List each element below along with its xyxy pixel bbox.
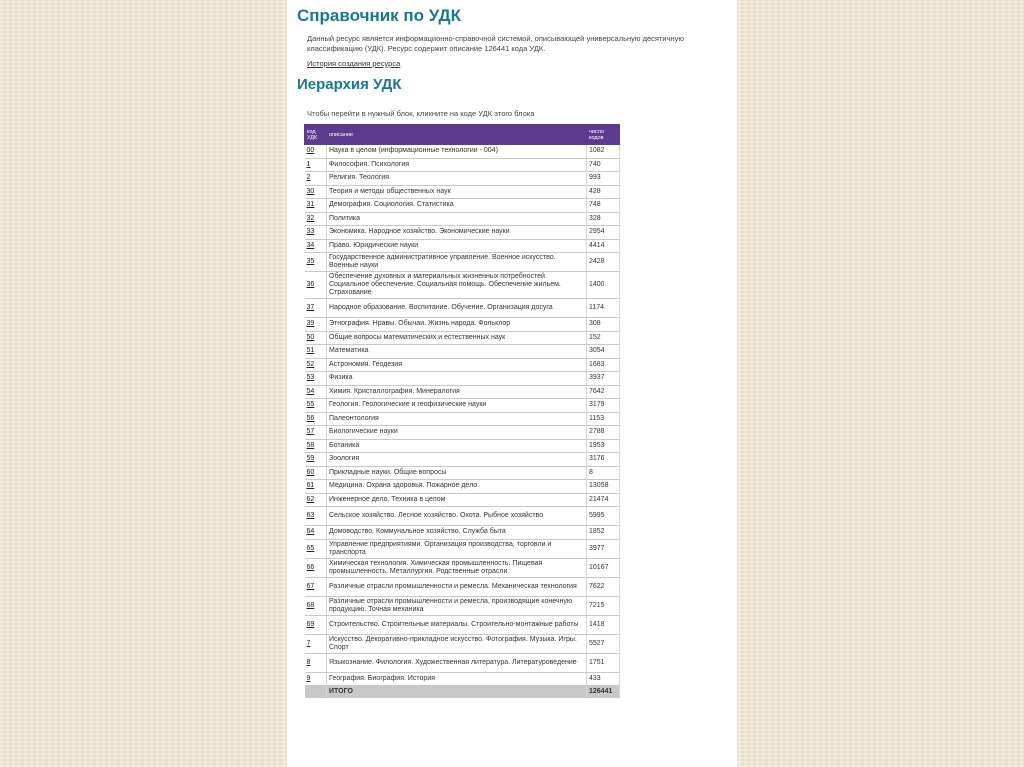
hierarchy-title: Иерархия УДК: [297, 76, 402, 93]
udk-code-link[interactable]: 39: [305, 318, 327, 332]
table-row: [305, 577, 620, 596]
udk-code-count: 1953: [587, 439, 620, 453]
table-row: [305, 145, 620, 159]
udk-code-count: 10167: [587, 558, 620, 577]
udk-code-link[interactable]: 65: [305, 539, 327, 558]
udk-code-link[interactable]: 59: [305, 453, 327, 467]
udk-code-link[interactable]: 36: [305, 272, 327, 299]
udk-code-count: 1683: [587, 358, 620, 372]
table-row: [305, 212, 620, 226]
table-row: [305, 634, 620, 653]
udk-code-link[interactable]: 37: [305, 299, 327, 318]
udk-code-count: 1082: [587, 145, 620, 159]
udk-description: Химия. Кристаллография. Минералогия: [327, 385, 587, 399]
udk-description: Философия. Психология: [327, 158, 587, 172]
udk-code-count: 1852: [587, 526, 620, 540]
table-row: [305, 453, 620, 467]
udk-description: Управление предприятиями. Организация производства, торговли и транспорта: [327, 539, 587, 558]
total-count: 126441: [587, 686, 620, 698]
udk-code-count: 5995: [587, 507, 620, 526]
udk-code-link[interactable]: 57: [305, 426, 327, 440]
table-row: [305, 672, 620, 686]
udk-description: Математика: [327, 345, 587, 359]
udk-description: Демография. Социология. Статистика: [327, 199, 587, 213]
table-row: [305, 331, 620, 345]
udk-description: Общие вопросы математических и естественных наук: [327, 331, 587, 345]
udk-code-link[interactable]: 50: [305, 331, 327, 345]
udk-code-link[interactable]: 51: [305, 345, 327, 359]
table-row: [305, 412, 620, 426]
udk-code-link[interactable]: 32: [305, 212, 327, 226]
udk-code-link[interactable]: 61: [305, 480, 327, 494]
total-code-cell: [305, 686, 327, 698]
header-code: код УДК: [305, 125, 327, 145]
table-row: [305, 172, 620, 186]
table-row: [305, 615, 620, 634]
table-row: [305, 185, 620, 199]
table-row: [305, 253, 620, 272]
total-row: [305, 686, 620, 698]
udk-code-count: 5527: [587, 634, 620, 653]
udk-description: Право. Юридические науки: [327, 239, 587, 253]
table-row: [305, 493, 620, 507]
header-count: число кодов: [587, 125, 620, 145]
udk-code-count: 7642: [587, 385, 620, 399]
table-row: [305, 653, 620, 672]
udk-code-count: 4414: [587, 239, 620, 253]
udk-description: Народное образование. Воспитание. Обучение. Организация досуга: [327, 299, 587, 318]
udk-description: Языкознание. Филология. Художественная литература. Литературоведение: [327, 653, 587, 672]
udk-code-count: 3176: [587, 453, 620, 467]
udk-code-count: 1174: [587, 299, 620, 318]
udk-code-count: 8: [587, 466, 620, 480]
table-row: [305, 539, 620, 558]
udk-reference-page: [287, 0, 737, 767]
udk-code-link[interactable]: 8: [305, 653, 327, 672]
udk-code-link[interactable]: 53: [305, 372, 327, 386]
udk-description: Физика: [327, 372, 587, 386]
udk-code-count: 21474: [587, 493, 620, 507]
udk-description: Биологические науки: [327, 426, 587, 440]
table-row: [305, 318, 620, 332]
table-row: [305, 158, 620, 172]
udk-description: Ботаника: [327, 439, 587, 453]
table-row: [305, 439, 620, 453]
udk-description: Политика: [327, 212, 587, 226]
udk-code-link[interactable]: 62: [305, 493, 327, 507]
udk-code-link[interactable]: 66: [305, 558, 327, 577]
udk-code-link[interactable]: 63: [305, 507, 327, 526]
udk-code-link[interactable]: 31: [305, 199, 327, 213]
udk-code-count: 428: [587, 185, 620, 199]
table-row: [305, 426, 620, 440]
udk-code-count: 748: [587, 199, 620, 213]
udk-description: Различные отрасли промышленности и ремесла, производящие конечную продукцию. Точная механика: [327, 596, 587, 615]
table-row: [305, 558, 620, 577]
udk-code-link[interactable]: 64: [305, 526, 327, 540]
udk-code-count: 3054: [587, 345, 620, 359]
table-row: [305, 226, 620, 240]
header-description: описание: [327, 125, 587, 145]
udk-description: Различные отрасли промышленности и ремесла. Механическая технология: [327, 577, 587, 596]
udk-code-count: 13058: [587, 480, 620, 494]
udk-code-count: 328: [587, 212, 620, 226]
udk-description: Прикладные науки. Общие вопросы: [327, 466, 587, 480]
udk-description: Теория и методы общественных наук: [327, 185, 587, 199]
udk-code-count: 7215: [587, 596, 620, 615]
udk-description: Медицина. Охрана здоровья. Пожарное дело: [327, 480, 587, 494]
udk-code-count: 3179: [587, 399, 620, 413]
udk-description: Этнография. Нравы. Обычаи. Жизнь народа. Фольклор: [327, 318, 587, 332]
udk-code-link[interactable]: 67: [305, 577, 327, 596]
udk-code-count: 1751: [587, 653, 620, 672]
table-row: [305, 299, 620, 318]
udk-code-link[interactable]: 60: [305, 466, 327, 480]
udk-description: Астрономия. Геодезия: [327, 358, 587, 372]
udk-code-count: 1153: [587, 412, 620, 426]
udk-code-link[interactable]: 58: [305, 439, 327, 453]
udk-code-link[interactable]: 33: [305, 226, 327, 240]
udk-description: Зоология: [327, 453, 587, 467]
udk-description: Экономика. Народное хозяйство. Экономические науки: [327, 226, 587, 240]
intro-text: Данный ресурс является информационно-справочной системой, описывающей универсальную десятичную классификацию (УДК). Ресурс содержит описание 126441 кода УДК.: [307, 34, 684, 53]
udk-description: Государственное административное управление. Военное искусство. Военные науки: [327, 253, 587, 272]
table-row: [305, 372, 620, 386]
udk-code-link[interactable]: 56: [305, 412, 327, 426]
udk-code-link[interactable]: 69: [305, 615, 327, 634]
udk-description: Сельское хозяйство. Лесное хозяйство. Охота. Рыбное хозяйство: [327, 507, 587, 526]
udk-description: Строительство. Строительные материалы. Строительно-монтажные работы: [327, 615, 587, 634]
udk-code-link[interactable]: 1: [305, 158, 327, 172]
table-row: [305, 480, 620, 494]
udk-description: Химическая технология. Химическая промышленность. Пищевая промышленность. Металлургия. Родственные отрасли: [327, 558, 587, 577]
udk-description: Искусство. Декоративно-прикладное искусство. Фотография. Музыка. Игры. Спорт: [327, 634, 587, 653]
table-row: [305, 385, 620, 399]
udk-code-link[interactable]: 30: [305, 185, 327, 199]
udk-description: Геология. Геологические и геофизические науки: [327, 399, 587, 413]
history-link[interactable]: История создания ресурса: [307, 59, 401, 68]
instruction-text: Чтобы перейти в нужный блок, кликните на коде УДК этого блока: [307, 109, 535, 118]
table-row: [305, 272, 620, 299]
udk-description: Религия. Теология: [327, 172, 587, 186]
udk-code-count: 2788: [587, 426, 620, 440]
udk-code-link[interactable]: 52: [305, 358, 327, 372]
udk-code-link[interactable]: 68: [305, 596, 327, 615]
udk-description: Наука в целом (информационные технологии - 004): [327, 145, 587, 159]
udk-code-link[interactable]: 35: [305, 253, 327, 272]
table-row: [305, 358, 620, 372]
udk-code-link[interactable]: 54: [305, 385, 327, 399]
table-header-row: [305, 125, 620, 145]
udk-code-count: 3977: [587, 539, 620, 558]
total-label: ИТОГО: [327, 686, 587, 698]
udk-description: Домоводство. Коммунальное хозяйство. Служба быта: [327, 526, 587, 540]
udk-code-count: 7622: [587, 577, 620, 596]
udk-code-count: 308: [587, 318, 620, 332]
udk-code-count: 740: [587, 158, 620, 172]
udk-code-count: 433: [587, 672, 620, 686]
udk-code-link[interactable]: 00: [305, 145, 327, 159]
table-row: [305, 507, 620, 526]
udk-code-count: 2954: [587, 226, 620, 240]
page-title: Справочник по УДК: [297, 6, 461, 25]
table-row: [305, 399, 620, 413]
udk-code-count: 152: [587, 331, 620, 345]
udk-code-link[interactable]: 2: [305, 172, 327, 186]
udk-code-link[interactable]: 55: [305, 399, 327, 413]
udk-code-count: 993: [587, 172, 620, 186]
udk-description: Обеспечение духовных и материальных жизненных потребностей. Социальное обеспечение. Социальная помощь. Обеспечение жильем. Страхование: [327, 272, 587, 299]
table-row: [305, 345, 620, 359]
udk-description: География. Биография. История: [327, 672, 587, 686]
udk-code-link[interactable]: 9: [305, 672, 327, 686]
udk-code-count: 2428: [587, 253, 620, 272]
udk-code-count: 1400: [587, 272, 620, 299]
table-row: [305, 526, 620, 540]
udk-hierarchy-table: [304, 124, 620, 698]
udk-code-count: 3937: [587, 372, 620, 386]
udk-code-link[interactable]: 7: [305, 634, 327, 653]
udk-description: Инженерное дело. Техника в целом: [327, 493, 587, 507]
table-body: [305, 145, 620, 686]
table-row: [305, 466, 620, 480]
table-row: [305, 596, 620, 615]
udk-code-link[interactable]: 34: [305, 239, 327, 253]
udk-description: Палеонтология: [327, 412, 587, 426]
table-row: [305, 199, 620, 213]
udk-code-count: 1418: [587, 615, 620, 634]
table-row: [305, 239, 620, 253]
